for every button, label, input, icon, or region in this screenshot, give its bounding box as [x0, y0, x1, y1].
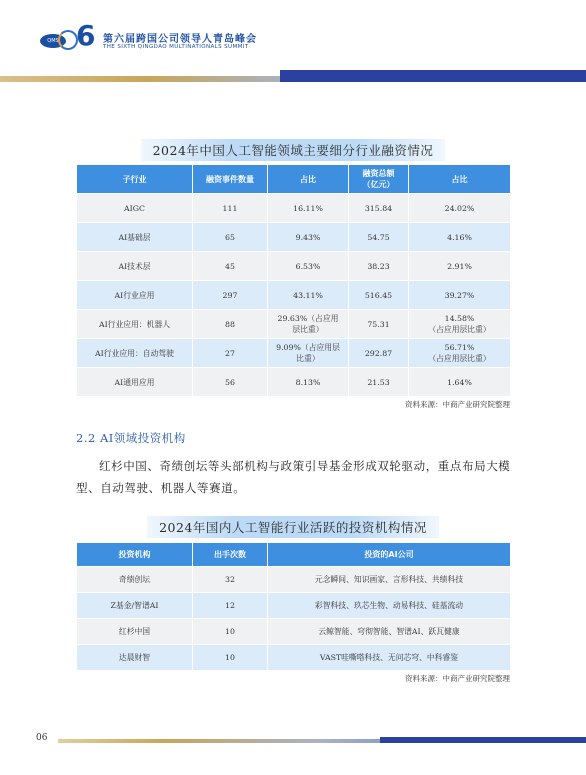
table-cell: 88 [193, 310, 268, 339]
summit-logo: QMS [40, 34, 66, 48]
table-cell: 315.84 [349, 194, 409, 223]
table-row [77, 567, 511, 593]
col-header-subindustry: 子行业 [77, 165, 193, 194]
table1-title: 2024年中国人工智能领域主要细分行业融资情况 [141, 139, 446, 161]
table-cell: 21.53 [349, 368, 409, 397]
table-cell: AI行业应用：自动驾驶 [77, 339, 193, 368]
table-cell: 4.16% [409, 223, 511, 252]
table-row [77, 645, 511, 671]
table-cell: Z基金/智谱AI [77, 593, 193, 619]
table-row [77, 252, 511, 281]
table-cell: 56 [193, 368, 268, 397]
table-cell: AIGC [77, 194, 193, 223]
table-cell: 111 [193, 194, 268, 223]
table-cell: 32 [193, 567, 268, 593]
col-header-share: 占比 [268, 165, 349, 194]
table-cell: 奇绩创坛 [77, 567, 193, 593]
table-cell: 10 [193, 619, 268, 645]
table-cell: 75.31 [349, 310, 409, 339]
page-header [0, 0, 586, 95]
table2-title: 2024年国内人工智能行业活跃的投资机构情况 [147, 516, 439, 538]
col-header-share-2: 占比 [409, 165, 511, 194]
table-cell: 10 [193, 645, 268, 671]
investor-table [76, 542, 511, 671]
summit-title-cn: 第六届跨国公司领导人青岛峰会 [103, 34, 257, 45]
table-row [77, 339, 511, 368]
logo-ring-icon [58, 30, 78, 50]
table-cell: 65 [193, 223, 268, 252]
table-cell: 9.09%（占应用层 比重） [268, 339, 349, 368]
table-header-row [77, 165, 511, 194]
table-cell: 54.75 [349, 223, 409, 252]
col-header-portfolio: 投资的AI公司 [268, 543, 511, 567]
table-cell: AI行业应用 [77, 281, 193, 310]
header-divider-accent [280, 70, 586, 82]
table-cell: AI行业应用：机器人 [77, 310, 193, 339]
financing-table [76, 164, 511, 397]
table-cell: 43.11% [268, 281, 349, 310]
table-row [77, 223, 511, 252]
col-header-investor: 投资机构 [77, 543, 193, 567]
table-row [77, 310, 511, 339]
col-header-event-count: 融资事件数量 [193, 165, 268, 194]
table1-title-wrap [0, 139, 586, 161]
table2-source: 资料来源：中商产业研究院整理 [405, 674, 510, 683]
table-cell: 云鲸智能、穹彻智能、智谱AI、跃瓦健康 [268, 619, 511, 645]
table-cell: 6.53% [268, 252, 349, 281]
table-cell: 红杉中国 [77, 619, 193, 645]
table-cell: AI基础层 [77, 223, 193, 252]
table-cell: 1.64% [409, 368, 511, 397]
table-cell: 38.23 [349, 252, 409, 281]
table-cell: 516.45 [349, 281, 409, 310]
table-cell: AI通用应用 [77, 368, 193, 397]
table-cell: 2.91% [409, 252, 511, 281]
table-cell: 16.11% [268, 194, 349, 223]
table-cell: 14.58% （占应用层比重） [409, 310, 511, 339]
table-cell: 达晨财智 [77, 645, 193, 671]
table-cell: 24.02% [409, 194, 511, 223]
table-cell: 12 [193, 593, 268, 619]
table-header-row [77, 543, 511, 567]
table-row [77, 194, 511, 223]
page-number: 06 [36, 733, 48, 743]
table-cell: VAST哇嘶嗒科技、无问芯穹、中科睿鉴 [268, 645, 511, 671]
table-cell: 9.43% [268, 223, 349, 252]
footer-divider-accent [380, 737, 586, 743]
table-row [77, 593, 511, 619]
section-paragraph: 红杉中国、奇绩创坛等头部机构与政策引导基金形成双轮驱动，重点布局大模型、自动驾驶、机器人等赛道。 [76, 459, 511, 495]
table-cell: AI技术层 [77, 252, 193, 281]
col-header-deal-count: 出手次数 [193, 543, 268, 567]
table-cell: 39.27% [409, 281, 511, 310]
section-heading: 2.2 AI领域投资机构 [76, 431, 186, 445]
logo-six: 6 [76, 19, 96, 52]
col-header-total: 融资总额 （亿元） [349, 165, 409, 194]
table2-title-wrap [0, 516, 586, 538]
table-cell: 297 [193, 281, 268, 310]
table-cell: 56.71% （占应用层比重） [409, 339, 511, 368]
table-cell: 彩智科技、玖芯生物、动易科技、硅基流动 [268, 593, 511, 619]
table-cell: 27 [193, 339, 268, 368]
table-cell: 元念瞬间、知识画家、言形科技、共绩科技 [268, 567, 511, 593]
table-cell: 45 [193, 252, 268, 281]
table1-source: 资料来源：中商产业研究院整理 [405, 400, 510, 409]
table-row [77, 368, 511, 397]
table-row [77, 281, 511, 310]
table-cell: 8.13% [268, 368, 349, 397]
summit-title-en: THE SIXTH QINGDAO MULTINATIONALS SUMMIT [103, 44, 249, 50]
table-row [77, 619, 511, 645]
table-cell: 29.63%（占应用 层比重） [268, 310, 349, 339]
table-cell: 292.87 [349, 339, 409, 368]
